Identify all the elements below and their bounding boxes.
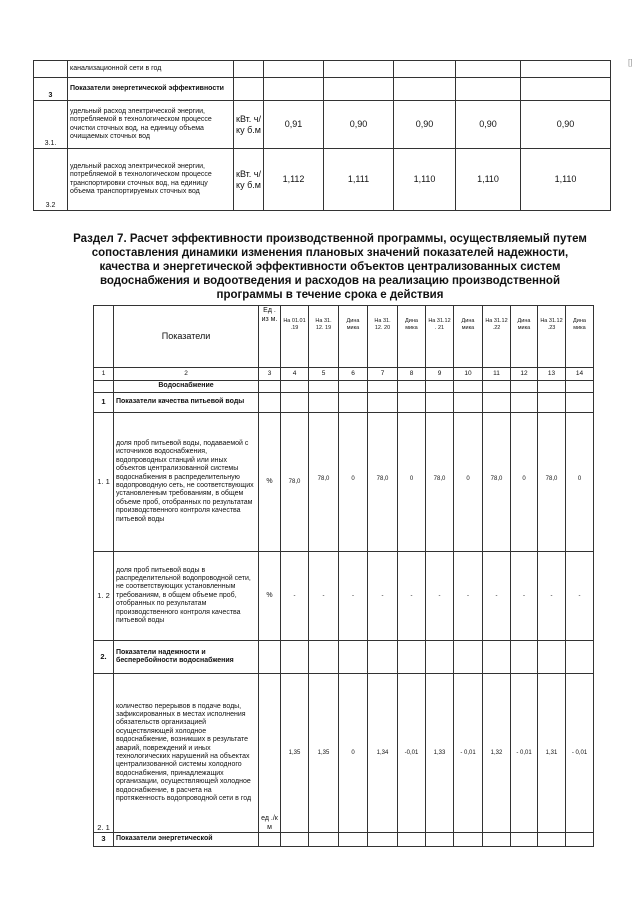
value-cell <box>339 641 368 674</box>
column-number: 12 <box>511 368 538 381</box>
value-cell <box>538 833 566 847</box>
value-cell <box>281 641 309 674</box>
indicator-name: удельный расход электрической энергии, потребляемой в технологическом процессе очистки сточных вод, на единицу объема очищаемых сточных вод <box>68 101 234 149</box>
value-cell <box>264 78 324 101</box>
value-cell: - 0,01 <box>454 674 483 833</box>
value-cell <box>309 393 339 413</box>
column-number: 13 <box>538 368 566 381</box>
empty-cell <box>426 381 454 393</box>
margin-mark: [] <box>628 58 633 67</box>
empty-cell <box>398 381 426 393</box>
indicator-name: Показатели качества питьевой воды <box>114 393 259 413</box>
row-number: 1 <box>94 393 114 413</box>
value-cell: 1,35 <box>309 674 339 833</box>
header-row <box>94 306 594 368</box>
column-number: 3 <box>259 368 281 381</box>
column-header: Дина мика <box>566 306 594 368</box>
value-cell: - 0,01 <box>566 674 594 833</box>
unit <box>259 393 281 413</box>
value-cell <box>511 393 538 413</box>
value-cell: 0,90 <box>324 101 394 149</box>
value-cell <box>454 393 483 413</box>
value-cell <box>309 833 339 847</box>
value-cell <box>483 833 511 847</box>
value-cell: 1,35 <box>281 674 309 833</box>
row-number: 2. <box>94 641 114 674</box>
row-number: 1. 2 <box>94 552 114 641</box>
value-cell <box>456 78 521 101</box>
value-cell: - <box>281 552 309 641</box>
value-cell <box>264 61 324 78</box>
value-cell <box>339 833 368 847</box>
value-cell: 1,33 <box>426 674 454 833</box>
indicators-table <box>93 305 594 847</box>
value-cell: 0,91 <box>264 101 324 149</box>
column-number: 1 <box>94 368 114 381</box>
column-header: Дина мика <box>454 306 483 368</box>
empty-cell <box>566 381 594 393</box>
empty-cell <box>454 381 483 393</box>
column-header: На 31.12 . 21 <box>426 306 454 368</box>
value-cell: - <box>483 552 511 641</box>
value-cell: 1,110 <box>394 149 456 211</box>
column-number: 4 <box>281 368 309 381</box>
value-cell: - <box>454 552 483 641</box>
value-cell: 1,110 <box>456 149 521 211</box>
unit: % <box>259 552 281 641</box>
value-cell <box>538 641 566 674</box>
column-number: 10 <box>454 368 483 381</box>
indicator-name: Показатели энергетической эффективности <box>68 78 234 101</box>
unit <box>259 833 281 847</box>
column-number-row <box>94 368 594 381</box>
column-header: На 31.12 .22 <box>483 306 511 368</box>
value-cell: 0 <box>339 674 368 833</box>
column-header: Показатели <box>114 306 259 368</box>
value-cell: - <box>398 552 426 641</box>
value-cell: - <box>309 552 339 641</box>
value-cell: 1,31 <box>538 674 566 833</box>
table-row <box>94 674 594 833</box>
value-cell <box>339 393 368 413</box>
value-cell <box>454 641 483 674</box>
value-cell <box>511 833 538 847</box>
empty-cell <box>94 381 114 393</box>
value-cell: - <box>368 552 398 641</box>
value-cell: - 0,01 <box>511 674 538 833</box>
value-cell: 78,0 <box>281 413 309 552</box>
indicator-name: доля проб питьевой воды в распределительной водопроводной сети, не соответствующих установленным требованиям, в общем объеме проб, отобранных по результатам производственного контроля качества питьевой воды <box>114 552 259 641</box>
value-cell: 1,110 <box>521 149 611 211</box>
section-label: Водоснабжение <box>114 381 259 393</box>
value-cell <box>398 393 426 413</box>
value-cell <box>538 393 566 413</box>
unit: кВт. ч/ку б.м <box>234 149 264 211</box>
value-cell: - <box>511 552 538 641</box>
energy-efficiency-table <box>33 60 611 211</box>
value-cell <box>566 641 594 674</box>
value-cell <box>368 833 398 847</box>
value-cell: 78,0 <box>483 413 511 552</box>
empty-cell <box>339 381 368 393</box>
value-cell <box>281 833 309 847</box>
empty-cell <box>281 381 309 393</box>
row-number: 2. 1 <box>94 674 114 833</box>
table-row <box>34 101 611 149</box>
row-number: 3 <box>34 78 68 101</box>
value-cell <box>368 641 398 674</box>
empty-cell <box>368 381 398 393</box>
value-cell <box>324 61 394 78</box>
value-cell <box>426 393 454 413</box>
empty-cell <box>309 381 339 393</box>
empty-cell <box>483 381 511 393</box>
table-row <box>34 61 611 78</box>
column-number: 8 <box>398 368 426 381</box>
column-number: 6 <box>339 368 368 381</box>
value-cell: 0 <box>511 413 538 552</box>
value-cell: 0,90 <box>394 101 456 149</box>
value-cell: 1,111 <box>324 149 394 211</box>
value-cell <box>456 61 521 78</box>
column-header: Дина мика <box>339 306 368 368</box>
column-number: 5 <box>309 368 339 381</box>
row-number: 3 <box>94 833 114 847</box>
table-row <box>94 833 594 847</box>
row-number: 3.2 <box>34 149 68 211</box>
value-cell: 0 <box>398 413 426 552</box>
value-cell <box>368 393 398 413</box>
column-header: На 31. 12. 20 <box>368 306 398 368</box>
unit: % <box>259 413 281 552</box>
empty-cell <box>538 381 566 393</box>
unit <box>259 641 281 674</box>
section-row <box>94 381 594 393</box>
value-cell <box>281 393 309 413</box>
empty-cell <box>511 381 538 393</box>
value-cell <box>324 78 394 101</box>
value-cell: 0 <box>566 413 594 552</box>
unit: ед ./к м <box>259 674 281 833</box>
row-number: 1. 1 <box>94 413 114 552</box>
value-cell: -0,01 <box>398 674 426 833</box>
column-header: Дина мика <box>398 306 426 368</box>
value-cell <box>521 61 611 78</box>
column-number: 7 <box>368 368 398 381</box>
value-cell <box>566 833 594 847</box>
value-cell <box>426 641 454 674</box>
value-cell: 78,0 <box>426 413 454 552</box>
indicator-name: количество перерывов в подаче воды, зафиксированных в местах исполнения обязательств организацией осуществляющей холодное водоснабжение, возникших в результате аварий, повреждений и иных технологических нарушений на объектах централизованной системы холодного водоснабжения, принадлежащих организации, осуществляющей холодное водоснабжение, в расчета на протяженность водопроводной сети в год <box>114 674 259 833</box>
value-cell: 1,32 <box>483 674 511 833</box>
value-cell: 0 <box>339 413 368 552</box>
value-cell: - <box>426 552 454 641</box>
column-number: 2 <box>114 368 259 381</box>
indicator-name: Показатели надежности и бесперебойности водоснабжения <box>114 641 259 674</box>
value-cell <box>398 641 426 674</box>
value-cell: - <box>538 552 566 641</box>
empty-cell <box>259 381 281 393</box>
column-header <box>94 306 114 368</box>
value-cell <box>454 833 483 847</box>
column-header: Ед . из м. <box>259 306 281 368</box>
indicator-name: доля проб питьевой воды, подаваемой с источников водоснабжения, водопроводных станций или иных объектов централизованной системы водоснабжения в распределительную водопроводную сеть, не соответствующих установленным требованиям, в общем объеме проб, отобранных по результатам производственного контроля качества питьевой воды <box>114 413 259 552</box>
column-header: Дина мика <box>511 306 538 368</box>
unit <box>234 78 264 101</box>
value-cell: 0 <box>454 413 483 552</box>
table-row <box>94 393 594 413</box>
value-cell <box>394 78 456 101</box>
value-cell <box>511 641 538 674</box>
value-cell <box>398 833 426 847</box>
value-cell: 1,34 <box>368 674 398 833</box>
table-row <box>34 78 611 101</box>
indicator-name: канализационной сети в год <box>68 61 234 78</box>
value-cell <box>483 641 511 674</box>
value-cell: 78,0 <box>368 413 398 552</box>
table-row <box>94 413 594 552</box>
value-cell <box>521 78 611 101</box>
indicator-name: удельный расход электрической энергии, потребляемой в технологическом процессе транспортировки сточных вод, на единицу объема транспортируемых сточных вод <box>68 149 234 211</box>
value-cell: 0,90 <box>521 101 611 149</box>
column-header: На 31. 12. 19 <box>309 306 339 368</box>
value-cell: - <box>339 552 368 641</box>
value-cell: - <box>566 552 594 641</box>
section-title: Раздел 7. Расчет эффективности производственной программы, осуществляемый путем сопоставления динамики изменения плановых значений показателей надежности, качества и энергетической эффективности объектов централизованных систем водоснабжения и водоотведения и расходов на реализацию производственной программы в течение срока е действия <box>73 233 587 301</box>
column-header: На 01.01 .19 <box>281 306 309 368</box>
indicator-name: Показатели энергетической <box>114 833 259 847</box>
value-cell: 1,112 <box>264 149 324 211</box>
row-number <box>34 61 68 78</box>
unit: кВт. ч/ку б.м <box>234 101 264 149</box>
value-cell <box>483 393 511 413</box>
column-number: 14 <box>566 368 594 381</box>
value-cell: 0,90 <box>456 101 521 149</box>
value-cell <box>566 393 594 413</box>
value-cell <box>394 61 456 78</box>
value-cell: 78,0 <box>538 413 566 552</box>
table-row <box>94 552 594 641</box>
value-cell <box>309 641 339 674</box>
table-row <box>94 641 594 674</box>
unit <box>234 61 264 78</box>
column-header: На 31.12 .23 <box>538 306 566 368</box>
table-row <box>34 149 611 211</box>
row-number: 3.1. <box>34 101 68 149</box>
value-cell <box>426 833 454 847</box>
value-cell: 78,0 <box>309 413 339 552</box>
column-number: 11 <box>483 368 511 381</box>
column-number: 9 <box>426 368 454 381</box>
